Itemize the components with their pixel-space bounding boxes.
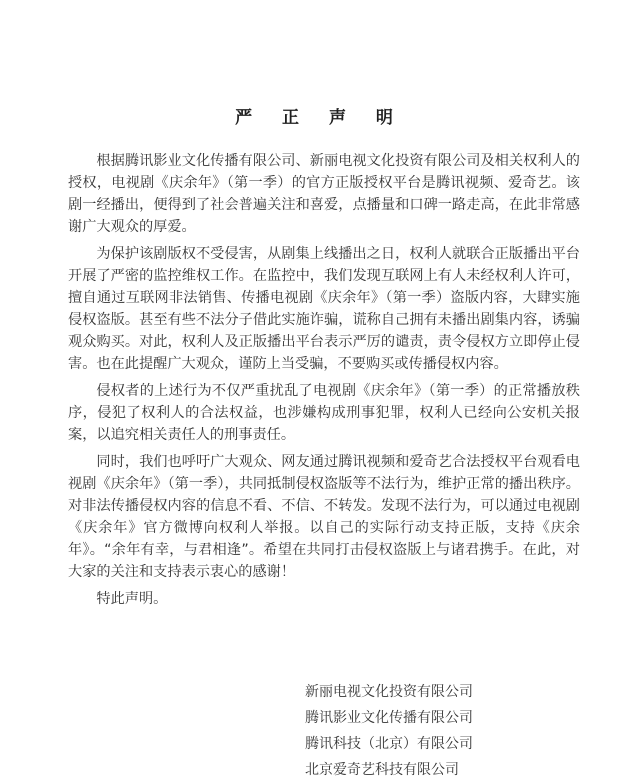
signature-iqiyi: 北京爱奇艺科技有限公司 xyxy=(305,762,459,778)
paragraph-authorization: 根据腾讯影业文化传播有限公司、新丽电视文化投资有限公司及相关权利人的授权，电视剧《庆余年》（第一季）的官方正版授权平台是腾讯视频、爱奇艺。该剧一经播出，便得到了社会普遍关注和喜爱，点播量和口碑一路走高，在此非常感谢广大观众的厚爱。 xyxy=(68,153,580,235)
paragraph-closing: 特此声明。 xyxy=(96,591,168,607)
paragraph-appeal: 同时，我们也呼吁广大观众、网友通过腾讯视频和爱奇艺合法授权平台观看电视剧《庆余年》（第一季），共同抵制侵权盗版等不法行为，维护正常的播出秩序。对非法传播侵权内容的信息不看、不信、不转发。发现不法行为，可以通过电视剧《庆余年》官方微博向权利人举报。以自己的实际行动支持正版，支持《庆余年》。“余年有幸，与君相逢”。希望在共同打击侵权盗版上与诸君携手。在此，对大家的关注和支持表示衷心的感谢！ xyxy=(68,454,580,580)
statement-body xyxy=(68,150,580,615)
signature-tencent-pictures: 腾讯影业文化传播有限公司 xyxy=(305,710,473,726)
signature-tencent-tech: 腾讯科技（北京）有限公司 xyxy=(305,736,473,752)
document-title: 严 正 声 明 xyxy=(235,108,405,128)
signature-block xyxy=(305,679,473,783)
signature-xinli: 新丽电视文化投资有限公司 xyxy=(305,684,473,700)
paragraph-monitoring: 为保护该剧版权不受侵害，从剧集上线播出之日，权利人就联合正版播出平台开展了严密的监控维权工作。在监控中，我们发现互联网上有人未经权利人许可，擅自通过互联网非法销售、传播电视剧《庆余年》（第一季）盗版内容，大肆实施侵权盗版。甚至有些不法分子借此实施诈骗，谎称自己拥有未播出剧集内容，诱骗观众购买。对此，权利人及正版播出平台表示严厉的谴责，责令侵权方立即停止侵害。也在此提醒广大观众，谨防上当受骗，不要购买或传播侵权内容。 xyxy=(68,246,580,372)
paragraph-infringement: 侵权者的上述行为不仅严重扰乱了电视剧《庆余年》（第一季）的正常播放秩序，侵犯了权利人的合法权益，也涉嫌构成刑事犯罪，权利人已经向公安机关报案，以追究相关责任人的刑事责任。 xyxy=(68,383,580,443)
